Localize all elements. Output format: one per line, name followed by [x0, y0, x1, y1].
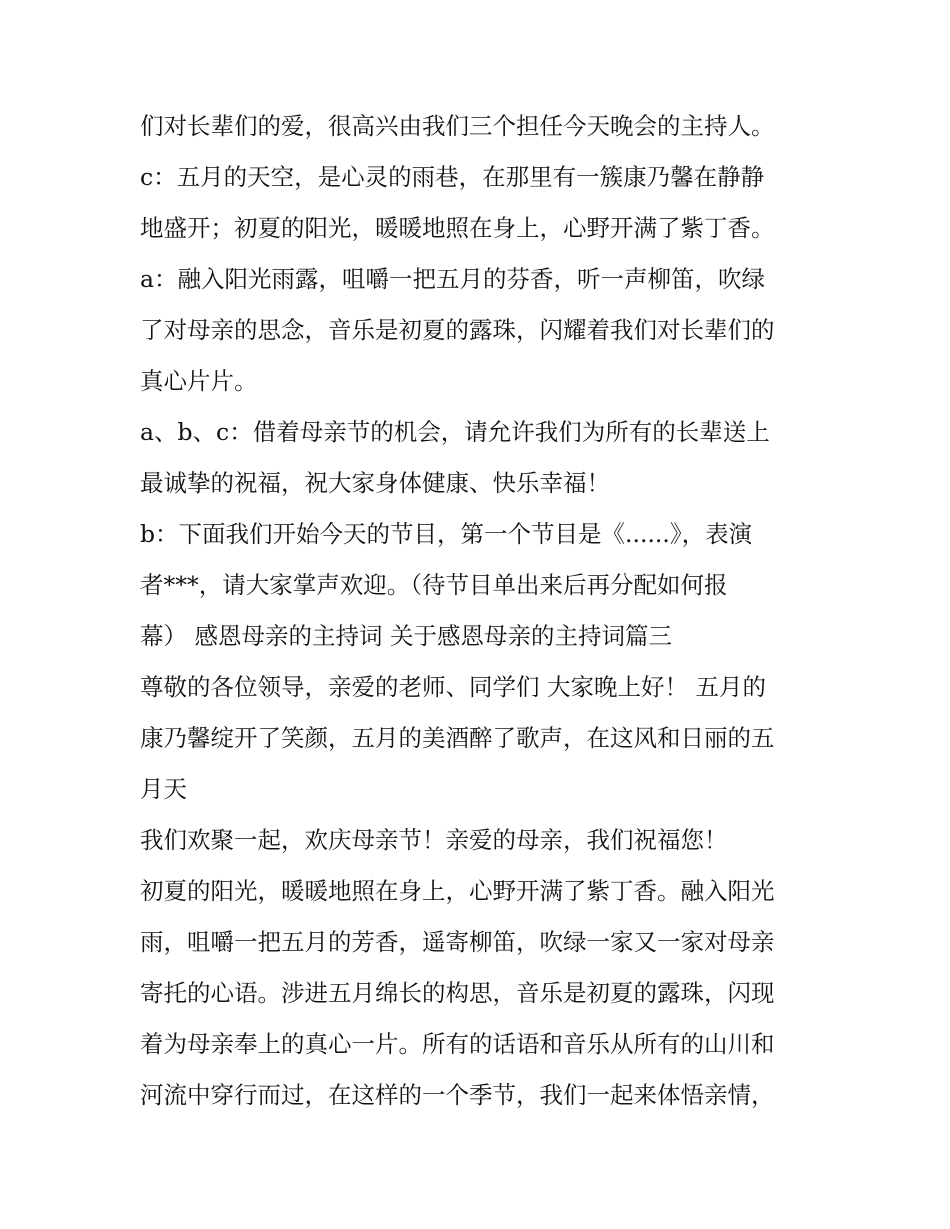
text-line: 们对长辈们的爱，很高兴由我们三个担任今天晚会的主持人。: [140, 112, 775, 140]
text-line: b：下面我们开始今天的节目，第一个节目是《......》，表演: [140, 520, 753, 548]
text-line: 我们欢聚一起，欢庆母亲节！亲爱的母亲，我们祝福您！: [140, 826, 728, 854]
text-line: 月天: [140, 775, 187, 803]
text-line: 寄托的心语。涉进五月绵长的构思，音乐是初夏的露珠，闪现: [140, 979, 775, 1007]
text-line: a、b、c：借着母亲节的机会，请允许我们为所有的长辈送上: [140, 418, 770, 446]
text-line: 幕） 感恩母亲的主持词 关于感恩母亲的主持词篇三: [140, 622, 672, 650]
text-line: 最诚挚的祝福，祝大家身体健康、快乐幸福！: [140, 469, 610, 497]
text-line: 初夏的阳光，暖暖地照在身上，心野开满了紫丁香。融入阳光: [140, 877, 775, 905]
body-text: [140, 101, 840, 1121]
text-line: c：五月的天空，是心灵的雨巷，在那里有一簇康乃馨在静静: [140, 163, 765, 191]
text-line: 康乃馨绽开了笑颜，五月的美酒醉了歌声，在这风和日丽的五: [140, 724, 775, 752]
text-line: 河流中穿行而过，在这样的一个季节，我们一起来体悟亲情，: [140, 1081, 775, 1109]
text-line: a：融入阳光雨露，咀嚼一把五月的芬香，听一声柳笛，吹绿: [140, 265, 766, 293]
text-line: 雨，咀嚼一把五月的芳香，遥寄柳笛，吹绿一家又一家对母亲: [140, 928, 775, 956]
text-line: 尊敬的各位领导，亲爱的老师、同学们 大家晚上好！ 五月的: [140, 673, 766, 701]
text-line: 了对母亲的思念，音乐是初夏的露珠，闪耀着我们对长辈们的: [140, 316, 775, 344]
text-line: 真心片片。: [140, 367, 258, 395]
text-line: 着为母亲奉上的真心一片。所有的话语和音乐从所有的山川和: [140, 1030, 775, 1058]
text-line: 者***，请大家掌声欢迎。（待节目单出来后再分配如何报: [140, 571, 728, 599]
text-line: 地盛开；初夏的阳光，暖暖地照在身上，心野开满了紫丁香。: [140, 214, 775, 242]
